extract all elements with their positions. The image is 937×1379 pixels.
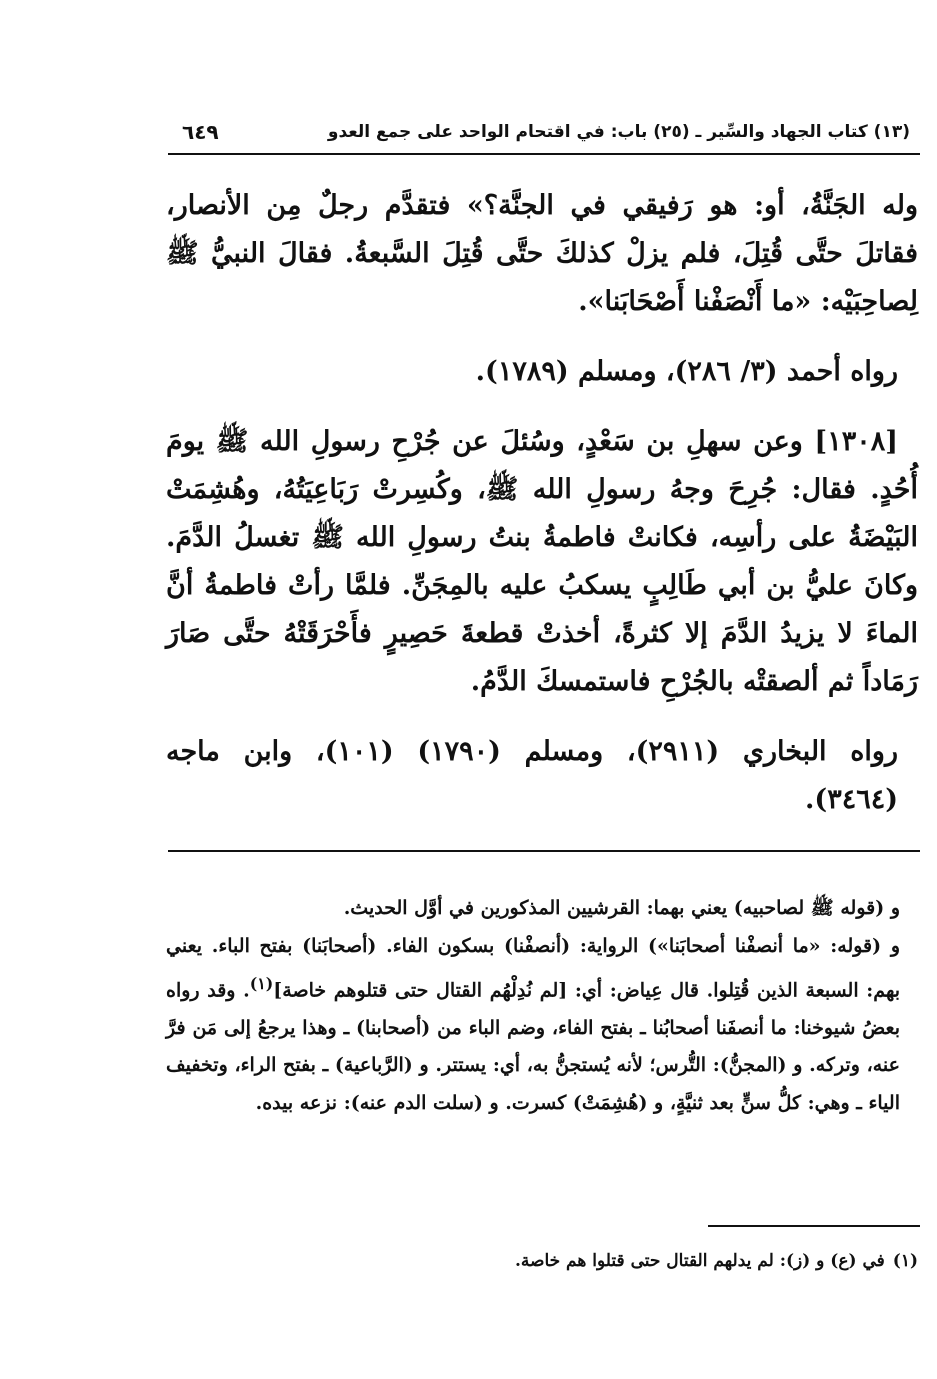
hadith-paragraph: [١٣٠٨] وعن سهلِ بن سَعْدٍ، وسُئلَ عن جُرْحِ رسولِ الله ﷺ يومَ أُحُدٍ. فقال: جُرِحَ وجهُ رسولِ الله ﷺ، وكُسِرتْ رَبَاعِيَتُهُ، وهُشِمَتْ البَيْضَةُ على رأسِه، فكانتْ فاطمةُ بنتُ رسولِ الله ﷺ تغسلُ الدَّمَ. وكانَ عليُّ بن أبي طَالِبٍ يسكبُ عليه بالمِجَنِّ. فلمَّا رأتْ فاطمةُ أنَّ الماءَ لا يزيدُ الدَّمَ إلا كثرةً، أخذتْ قطعةَ حَصِيرٍ فأَحْرَقَتْهُ حتَّى صَارَ رَمَاداً ثم ألصقتْه بالجُرْحِ فاستمسكَ الدَّمُ. — [166, 426, 918, 697]
main-paragraph: وله الجَنَّةُ، أو: هو رَفيقي في الجنَّة؟» فتقدَّم رجلٌ مِن الأنصار، فقاتلَ حتَّى قُتِلَ، فلم يزلْ كذلكَ حتَّى قُتِلَ السَّبعةُ. فقالَ النبيُّ ﷺ لِصاحِبَيْه: «ما أَنْصَفْنا أَصْحَابَنا». — [166, 190, 918, 317]
citation: رواه البخاري (٢٩١١)، ومسلم (١٧٩٠) (١٠١)، وابن ماجه (٣٤٦٤). — [166, 736, 898, 815]
footnote-reference: (١) — [249, 974, 274, 993]
header-title: (١٣) كتاب الجهاد والسِّير ـ (٢٥) باب: في اقتحام الواحد على جمع العدو — [327, 122, 910, 142]
page-number: ٦٤٩ — [182, 120, 219, 144]
header-rule — [168, 153, 920, 155]
main-text — [166, 182, 918, 846]
footnote — [166, 1246, 918, 1276]
commentary-entry: و (قوله ﷺ لصاحبيه) يعني بهما: القرشيين المذكورين في أوَّل الحديث. — [343, 897, 900, 919]
commentary — [166, 890, 920, 1122]
footnote-number: (١) — [892, 1251, 918, 1271]
citation: رواه أحمد (٣/ ٢٨٦)، ومسلم (١٧٨٩). — [475, 356, 898, 387]
commentary-entry — [166, 928, 920, 1123]
commentary-text: و (قوله: «ما أنصفْنا أصحابَنا») الرواية: (أنصفْنا) بسكون الفاء. (أصحابَنا) بفتح الباء. يعني بهم: السبعة الذين قُتِلوا. قال عِياض: أي: [لم نُدِلْهُم القتال حتى قتلوهم خاصة] — [166, 934, 900, 1002]
commentary-text: . وقد رواه بعضُ شيوخنا: ما أنصفَنا أصحابُنا ـ بفتح الفاء، وضم الباء من (أصحابنا) ـ وهذا يرجعُ إلى مَن فرَّ عنه، وتركه. و (المجنُّ): التُّرس؛ لأنه يُستجنُّ به، أي: يستتر. و (الرَّباعية) ـ بفتح الراء، وتخفيف الياء ـ وهي: كلُّ سنٍّ بعد ثنيَّةٍ، و (هُشِمَتْ) كسرت. و (سلت الدم عنه): نزعه بيده. — [166, 979, 900, 1114]
footnote-text: في (ع) و (ز): لم يدلهم القتال حتى قتلوا هم خاصة. — [514, 1251, 885, 1271]
commentary-separator — [168, 850, 920, 852]
footnote-separator — [708, 1225, 920, 1227]
running-header — [168, 118, 920, 154]
